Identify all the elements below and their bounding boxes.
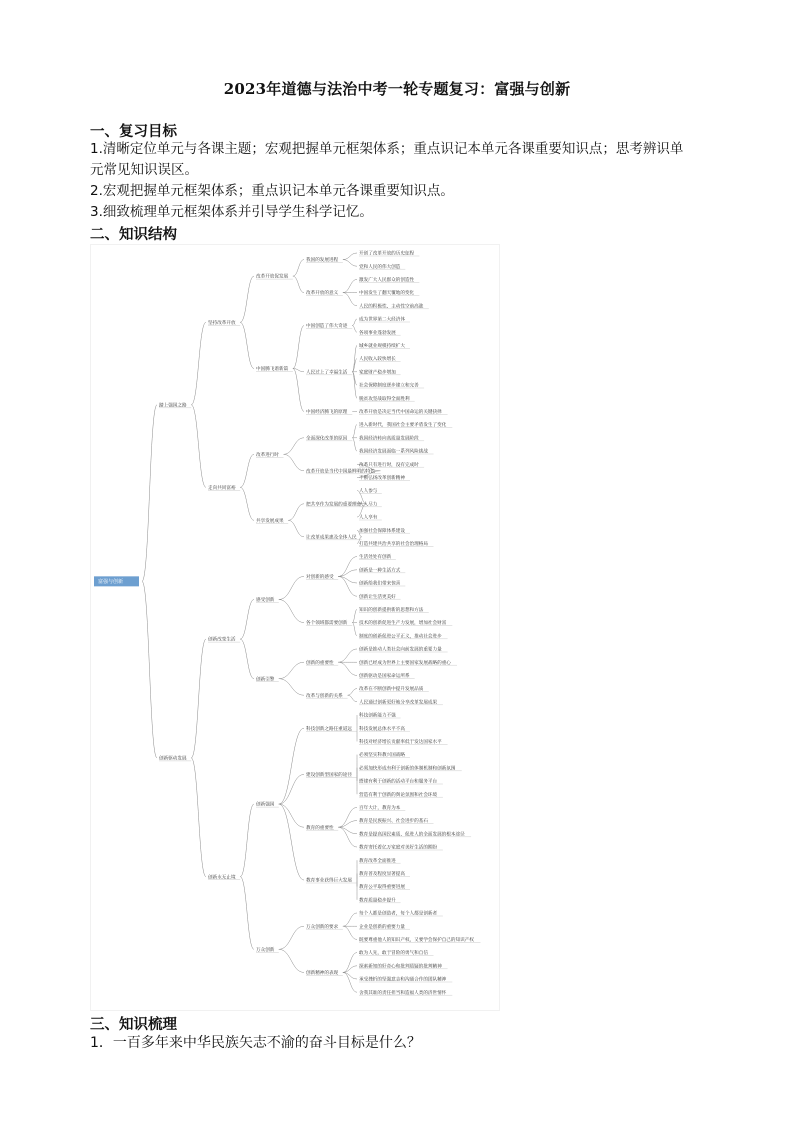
mind-map-leaf-label: 百年大计，教育为本 xyxy=(359,806,401,811)
mind-map-connector xyxy=(293,369,304,412)
mind-map-branch-label: 创新改变生活 xyxy=(208,637,236,643)
mind-map-leaf-label: 脱贫攻坚战取得全面胜利 xyxy=(359,396,410,402)
mind-map-leaf-label: 人人尽力 xyxy=(359,502,378,508)
mind-map-leaf-label: 党和人民的伟大创造 xyxy=(359,264,401,270)
mind-map-connector xyxy=(240,877,254,950)
mind-map-leaf-label: 营造有利于创新的舆论氛围和社会环境 xyxy=(359,792,438,798)
goal-1-line-1: 1.清晰定位单元与各课主题；宏观把握单元框架体系；重点识记本单元各课重要知识点；思考辨识单 xyxy=(90,141,684,157)
mind-map-connector xyxy=(191,758,206,877)
mind-map-leaf-label: 教育改革全面推进 xyxy=(359,858,396,864)
mind-map-connector xyxy=(338,807,357,827)
mind-map-connector xyxy=(343,293,357,306)
mind-map-branch-label: 改革与创新的关系 xyxy=(306,693,343,699)
mind-map-branch-label: 教育事业获得巨大发展 xyxy=(306,878,352,884)
mind-map-connector xyxy=(338,576,357,583)
mind-map-connector xyxy=(338,821,357,828)
mind-map-connector xyxy=(352,345,357,371)
mind-map-connector xyxy=(279,774,304,804)
goal-1-line-2: 元常见知识误区。 xyxy=(90,162,198,178)
mind-map-leaf-label: 科技创新能力不强 xyxy=(359,713,396,719)
mind-map-leaf-label: 各项事业蓬勃发展 xyxy=(359,330,396,336)
mind-map-branch-label: 万众创新 xyxy=(256,947,275,953)
question-1: 1．一百多年来中华民族矢志不渝的奋斗目标是什么？ xyxy=(90,1035,421,1051)
mind-map-connector xyxy=(240,639,254,679)
mind-map-leaf-label: 社会保障制度逐步建立和完善 xyxy=(359,383,419,389)
mind-map-leaf-label: 搭建有利于创新的活动平台和服务平台 xyxy=(359,779,438,785)
mind-map-leaf-label: 教育寄托着亿万家庭对美好生活的期盼 xyxy=(359,845,438,851)
mind-map-leaf-label: 创新是推动人类社会向前发展的重要力量 xyxy=(359,647,442,653)
mind-map-connector xyxy=(352,609,357,622)
mind-map-leaf-label: 每个人都是创造者，每个人都是创新者 xyxy=(359,911,438,917)
mind-map-leaf-label: 舍我其谁的责任担当和造福人类的济世情怀 xyxy=(359,990,447,996)
mind-map-leaf-label: 企业是创新的重要力量 xyxy=(359,924,405,930)
mind-map-connector xyxy=(338,662,357,675)
mind-map-leaf-label: 成为世界第二大经济体 xyxy=(359,317,405,323)
mind-map-leaf-label: 打造共建共治共享的社会治理格局 xyxy=(359,542,428,547)
mind-map-leaf-label: 家庭财产稳步增加 xyxy=(359,370,396,376)
mind-map-connector xyxy=(288,504,304,521)
mind-map-leaf-label: 创新是一种生活方式 xyxy=(359,568,401,574)
mind-map-connector xyxy=(293,276,304,293)
mind-map-connector xyxy=(142,581,157,758)
mind-map-connector xyxy=(338,827,357,847)
mind-map-connector xyxy=(343,926,357,939)
mind-map-connector xyxy=(338,827,357,834)
mind-map-branch-label: 坚持改革开放 xyxy=(208,320,236,326)
mind-map-leaf-label: 人民收入较快增长 xyxy=(359,357,396,363)
section-heading-review: 三、知识梳理 xyxy=(90,1016,177,1033)
mind-map-branch-label: 共享发展成果 xyxy=(256,518,284,524)
mind-map-branch-label: 走向共同富裕 xyxy=(208,485,236,491)
goal-3: 3.细致梳理单元框架体系并引导学生科学记忆。 xyxy=(90,204,373,220)
mind-map xyxy=(90,244,500,1011)
mind-map-connector xyxy=(284,438,305,455)
mind-map-leaf-label: 开创了改革开放的历史征程 xyxy=(359,251,415,257)
mind-map-branch-label: 中国创造了伟大奇迹 xyxy=(306,324,348,330)
mind-map-leaf-label: 加强社会保障体系建设 xyxy=(359,528,405,534)
mind-map-connector xyxy=(343,279,357,292)
mind-map-leaf-label: 教育公平取得重要进展 xyxy=(359,885,405,891)
section-heading-structure: 二、知识结构 xyxy=(90,226,177,243)
mind-map-connector xyxy=(352,319,357,326)
mind-map-leaf-label: 城乡就业规模持续扩大 xyxy=(359,344,405,349)
mind-map-branch-label: 建设创新型国家的途径 xyxy=(306,773,352,778)
mind-map-leaf-label: 我国经济发展面临一系列风险挑战 xyxy=(359,449,428,455)
mind-map-connector xyxy=(352,623,357,636)
document-title: 2023年道德与法治中考一轮专题复习：富强与创新 xyxy=(223,80,571,98)
mind-map-connector xyxy=(352,425,357,438)
mind-map-leaf-label: 技术的创新促进生产力发展，增加社会财富 xyxy=(359,621,447,627)
mind-map-connector xyxy=(338,557,357,577)
mind-map-leaf-label: 进入新时代，我国社会主要矛盾发生了变化 xyxy=(359,423,447,429)
mind-map-connector xyxy=(348,689,357,696)
mind-map-leaf-label: 人民的积极性、主动性空前高涨 xyxy=(359,304,424,310)
mind-map-branch-label: 把共享作为发展的重要理念 xyxy=(306,502,362,508)
mind-map-connector xyxy=(279,804,304,827)
mind-map-leaf-label: 知识的创新提供新的思想和方法 xyxy=(359,608,424,613)
mind-map-connector xyxy=(240,276,254,322)
mind-map-connector xyxy=(338,570,357,577)
mind-map-branch-label: 全面深化改革的原因 xyxy=(306,436,348,442)
mind-map-branch-label: 万众创新的要求 xyxy=(306,924,339,930)
mind-map-connector xyxy=(279,600,304,623)
mind-map-connector xyxy=(240,804,254,877)
mind-map-leaf-label: 必须加快形成有利于创新的体制机制和创新氛围 xyxy=(359,766,456,772)
mind-map-branch-label: 创新驱动发展 xyxy=(159,756,187,762)
mind-map-connector xyxy=(279,926,304,949)
mind-map-connector xyxy=(142,405,157,582)
mind-map-leaf-label: 教育是民族振兴、社会进步的基石 xyxy=(359,819,428,825)
mind-map-connector xyxy=(191,639,206,758)
mind-map-branch-label: 教育的重要性 xyxy=(306,825,334,831)
mind-map-leaf-label: 敢为人先，敢于冒险的勇气和自信 xyxy=(359,951,428,957)
mind-map-leaf-label: 改革只有进行时，没有完成时 xyxy=(359,462,419,468)
mind-map-branch-label: 改革开放是当代中国最鲜明的特色 xyxy=(306,469,375,475)
mind-map-canvas xyxy=(91,245,499,1010)
mind-map-connector xyxy=(279,576,304,599)
mind-map-leaf-label: 创新给我们带来惊喜 xyxy=(359,581,401,587)
mind-map-branch-label: 中国腾飞谱新篇 xyxy=(256,367,289,373)
mind-map-branch-label: 对创新的感受 xyxy=(306,575,334,580)
mind-map-branch-label: 踏上强国之路 xyxy=(159,403,187,409)
mind-map-connector xyxy=(240,454,254,487)
mind-map-leaf-label: 不断弘扬改革创新精神 xyxy=(359,476,405,481)
mind-map-connector xyxy=(240,600,254,640)
mind-map-connector xyxy=(343,913,357,926)
mind-map-branch-label: 创新精神的表现 xyxy=(306,971,339,976)
mind-map-connector xyxy=(279,679,304,696)
mind-map-connector xyxy=(240,487,254,520)
mind-map-branch-label: 各个领域都需要创新 xyxy=(306,621,348,627)
mind-map-branch-label: 科技创新之路任重道远 xyxy=(306,726,352,732)
mind-map-leaf-label: 探索新知的好奇心和批判质疑的批判精神 xyxy=(359,964,442,970)
mind-map-connector xyxy=(343,253,357,260)
mind-map-branch-label: 中国经济腾飞的原理 xyxy=(306,410,348,415)
mind-map-connector xyxy=(279,662,304,679)
mind-map-connector xyxy=(279,728,304,804)
mind-map-leaf-label: 必须坚实科教兴国战略 xyxy=(359,753,405,759)
mind-map-connector xyxy=(352,326,357,333)
mind-map-leaf-label: 中国发生了翻天覆地的变化 xyxy=(359,291,415,297)
mind-map-branch-label: 创新永无止境 xyxy=(208,875,236,881)
mind-map-leaf-label: 制度的创新促进公平正义，推动社会进步 xyxy=(359,634,442,640)
mind-map-connector xyxy=(288,520,304,537)
mind-map-branch-label: 改革进行时 xyxy=(256,452,279,458)
mind-map-branch-label: 改革开放的意义 xyxy=(306,291,339,297)
mind-map-leaf-label: 创新驱动是国家命运所系 xyxy=(359,674,410,679)
mind-map-connector xyxy=(352,438,357,451)
mind-map-leaf-label: 人人参与 xyxy=(359,489,378,495)
mind-map-leaf-label: 人人享有 xyxy=(359,515,378,521)
mind-map-connector xyxy=(338,649,357,662)
mind-map-branch-label: 改革开放促发展 xyxy=(256,274,289,280)
mind-map-leaf-label: 承受挫折的坚强意志和沟通合作的团队精神 xyxy=(359,977,447,983)
mind-map-leaf-label: 科技对经济增长贡献率低于发达国家水平 xyxy=(359,740,442,745)
mind-map-leaf-label: 改革在不断创新中提升发展品质 xyxy=(359,687,424,693)
mind-map-leaf-label: 创新让生活更美好 xyxy=(359,594,396,600)
mind-map-leaf-label: 生活处处有创新 xyxy=(359,555,392,561)
mind-map-branch-label: 感受创新 xyxy=(256,598,275,604)
mind-map-connector xyxy=(284,454,305,471)
mind-map-leaf-label: 科技发展总体水平不高 xyxy=(359,726,405,732)
mind-map-leaf-label: 教育普及程度显著提高 xyxy=(359,872,405,877)
mind-map-leaf-label: 激发广大人民群众的创造性 xyxy=(359,278,415,283)
mind-map-leaf-label: 我国经济转向高质量发展阶段 xyxy=(359,436,419,442)
mind-map-leaf-label: 人民通过创新更好地分享改革发展成果 xyxy=(359,700,438,706)
mind-map-branch-label: 创新的重要性 xyxy=(306,660,334,666)
mind-map-connector xyxy=(352,372,357,398)
mind-map-leaf-label: 改革开放是决定当代中国命运的关键抉择 xyxy=(359,410,442,415)
mind-map-leaf-label: 教育是提高国民素质、促进人的全面发展的根本途径 xyxy=(359,832,465,838)
mind-map-leaf-label: 创新已经成为世界上主要国家发展战略的重心 xyxy=(359,660,451,666)
mind-map-connector xyxy=(240,322,254,368)
mind-map-connector xyxy=(191,322,206,405)
mind-map-leaf-label: 教育质量稳步提升 xyxy=(359,898,396,904)
mind-map-connector xyxy=(191,405,206,488)
section-heading-goals: 一、复习目标 xyxy=(90,123,177,140)
mind-map-connector xyxy=(279,949,304,972)
mind-map-connector xyxy=(343,260,357,267)
mind-map-connector xyxy=(348,695,357,702)
mind-map-root-label: 富强与创新 xyxy=(98,579,124,586)
mind-map-branch-label: 我国的发展进程 xyxy=(306,258,339,264)
mind-map-branch-label: 创新引擎 xyxy=(256,677,275,683)
goal-2: 2.宏观把握单元框架体系；重点识记本单元各课重要知识点。 xyxy=(90,183,454,199)
mind-map-connector xyxy=(338,576,357,596)
mind-map-branch-label: 人民过上了幸福生活 xyxy=(306,370,348,376)
mind-map-branch-label: 创新强国 xyxy=(256,802,275,808)
mind-map-connector xyxy=(293,326,304,369)
mind-map-branch-label: 让改革成果惠及全体人民 xyxy=(306,535,357,541)
mind-map-leaf-label: 既要尊重他人的知识产权，又要学会保护自己的知识产权 xyxy=(359,938,474,943)
mind-map-connector xyxy=(293,260,304,277)
